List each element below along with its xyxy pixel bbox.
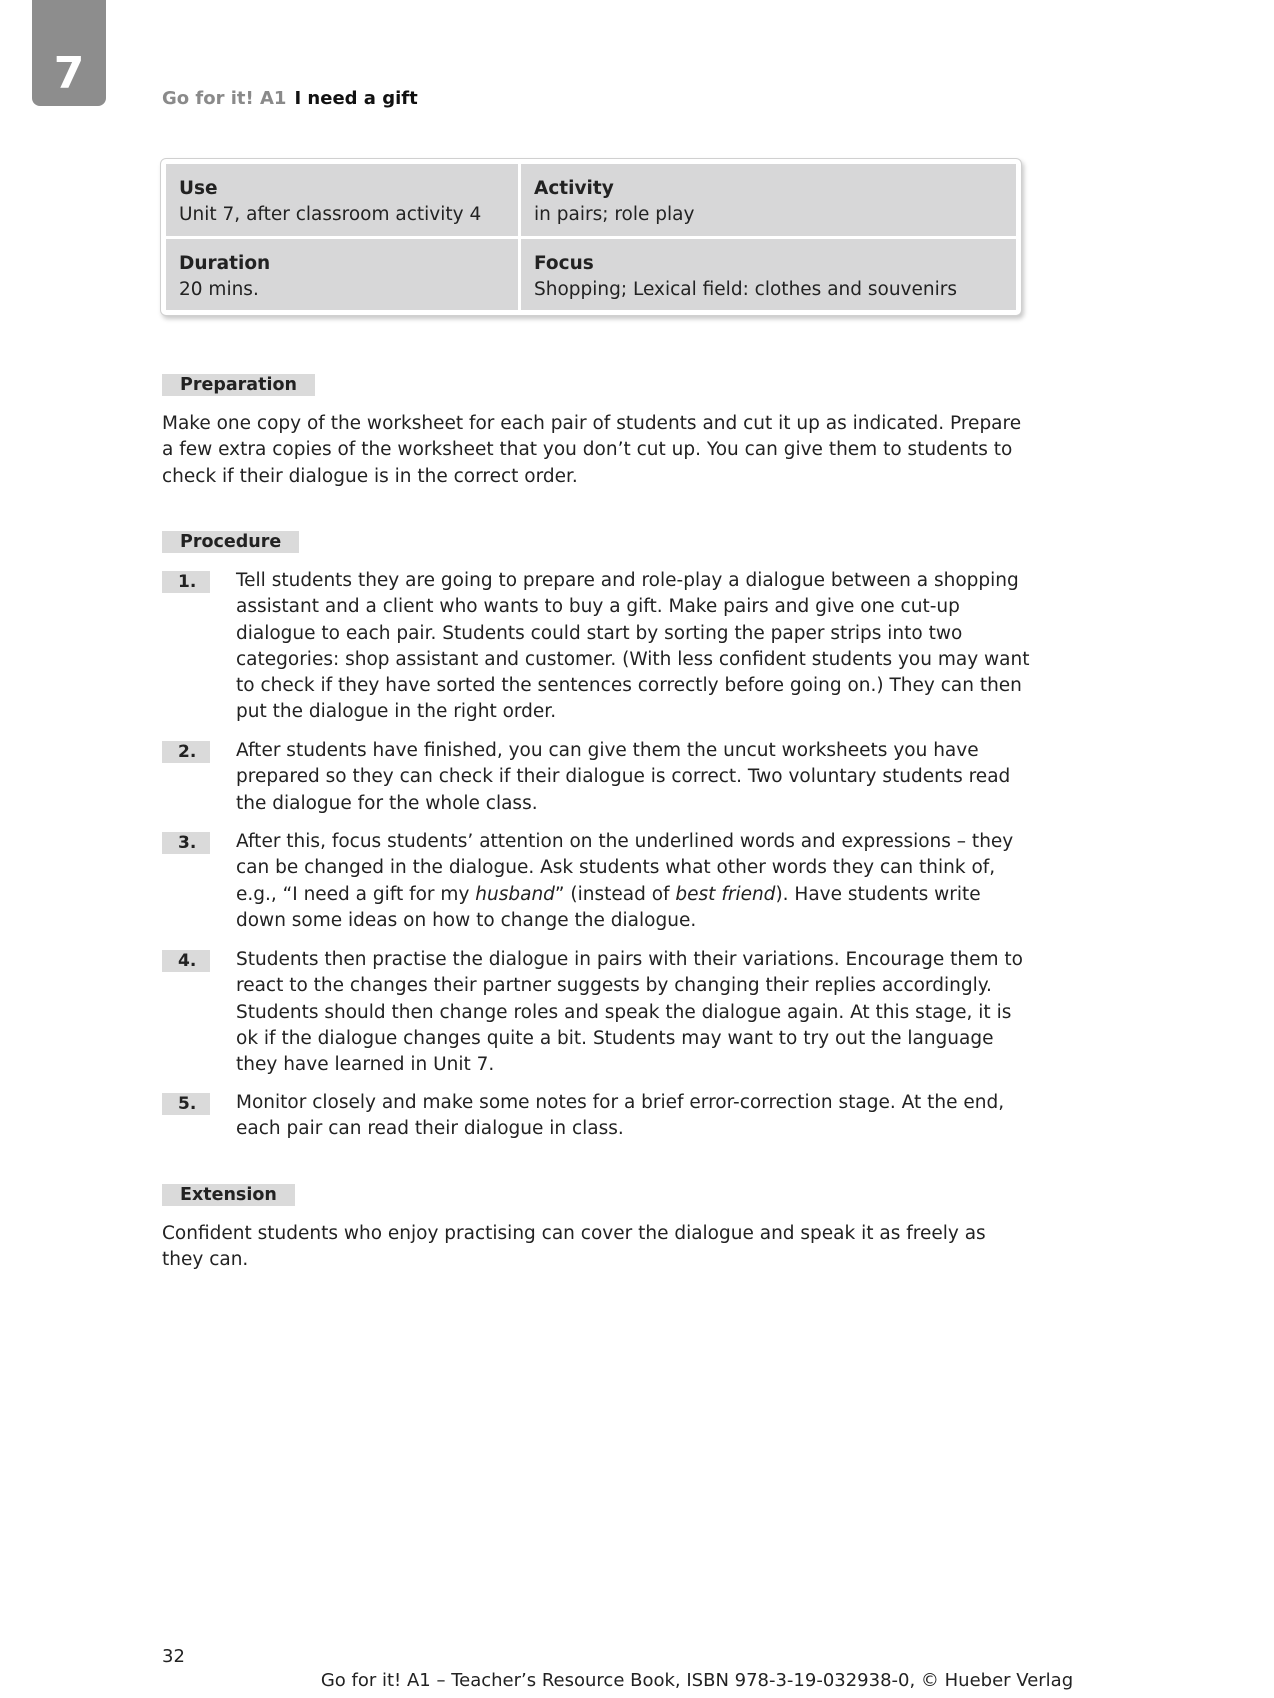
activity-label: Activity [534,178,614,199]
page-number: 32 [162,1646,185,1667]
activity-value: in pairs; role play [534,204,695,225]
procedure-step [162,829,1030,934]
step-text-part: After this, focus students’ attention on the underlined words and expressions – they can be changed in the dialogue. Ask students what other words they can think of, e.g., “I need a gift for my [236,831,1014,905]
procedure-step [162,1090,1030,1143]
step-text-emphasis: best friend [675,883,776,905]
step-number: 1. [162,571,210,593]
step-text: Tell students they are going to prepare and role-play a dialogue between a shopping assistant and a client who wants to buy a gift. Make pairs and give one cut-up dialogue to each pair. Students could start by sorting the paper strips into two categories: shop assistant and customer. (With less confident students you may want to check if they have sorted the sentences correctly before going on.) They can then put the dialogue in the right order. [236,570,1030,723]
step-text: Monitor closely and make some notes for a brief error-correction stage. At the end, each pair can read their dialogue in class. [236,1092,1005,1140]
activity-cell [521,164,1016,236]
extension-heading: Extension [162,1184,295,1206]
preparation-heading: Preparation [162,374,315,396]
activity-info-box [160,158,1022,316]
duration-label: Duration [179,252,271,274]
procedure-step [162,738,1030,817]
focus-value: Shopping; Lexical field: clothes and souvenirs [534,278,957,300]
procedure-heading: Procedure [162,531,299,553]
page-footer: Go for it! A1 – Teacher’s Resource Book, ISBN 978-3-19-032938-0, © Hueber Verlag [320,1670,1074,1691]
use-cell [166,164,518,236]
step-text-part: ” (instead of [554,883,676,905]
step-text: After students have finished, you can give them the uncut worksheets you have prepared so they can check if their dialogue is correct. Two voluntary students read the dialogue for the whole class. [236,740,1011,814]
step-number: 2. [162,741,210,763]
focus-label: Focus [534,252,594,274]
series-title: Go for it! A1 [162,88,287,109]
step-text [236,829,1030,934]
page-title: I need a gift [294,88,418,109]
duration-cell [166,239,518,311]
duration-value: 20 mins. [179,278,259,300]
step-text: Students then practise the dialogue in pairs with their variations. Encourage them to react to the changes their partner suggests by changing their replies accordingly. Students should then change roles and speak the dialogue again. At this stage, it is ok if the dialogue changes quite a bit. Students may want to try out the language they have learned in Unit 7. [236,949,1023,1076]
use-label: Use [179,178,218,199]
step-text-part: ). Have students write down some ideas on how to change the dialogue. [236,883,981,931]
step-number: 3. [162,832,210,854]
preparation-text: Make one copy of the worksheet for each pair of students and cut it up as indicated. Prepare a few extra copies of the worksheet that you don’t cut up. You can give them to students to check if their dialogue is in the correct order. [162,413,1022,487]
page-header [162,88,418,109]
use-value: Unit 7, after classroom activity 4 [179,204,482,225]
unit-number-tab: 7 [32,0,106,106]
procedure-step [162,947,1030,1078]
extension-text: Confident students who enjoy practising can cover the dialogue and speak it as freely as they can. [162,1223,986,1271]
step-number: 5. [162,1093,210,1115]
procedure-step [162,568,1030,726]
step-number: 4. [162,950,210,972]
step-text-emphasis: husband [475,883,555,905]
focus-cell [521,239,1016,311]
